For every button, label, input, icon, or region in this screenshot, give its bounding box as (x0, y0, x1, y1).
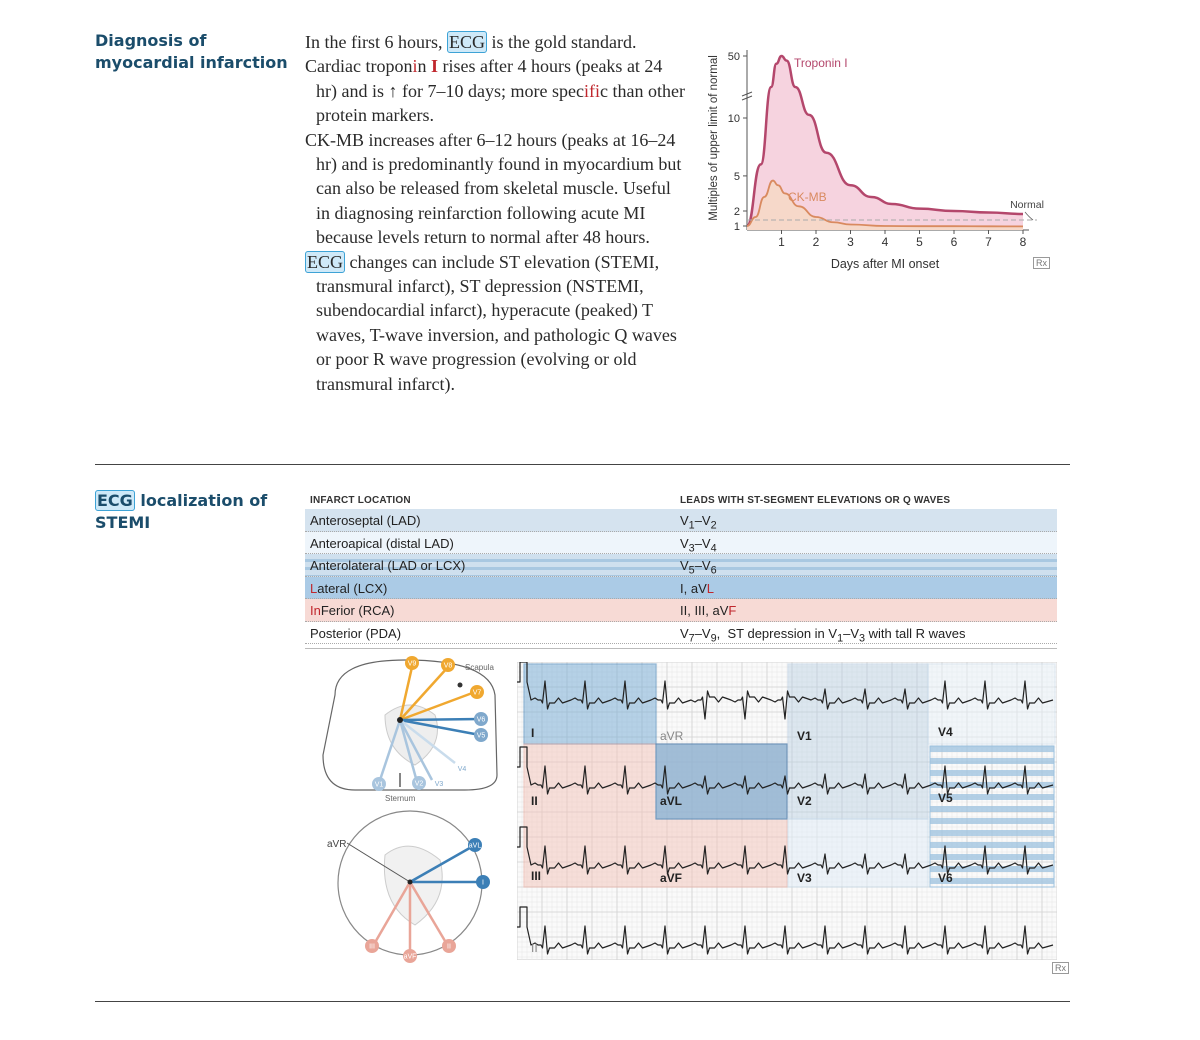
sternum-label: Sternum (385, 794, 416, 803)
series-label: CK-MB (788, 190, 827, 204)
limb-lead-diagram (315, 805, 505, 965)
x-tick-label: 7 (985, 235, 992, 249)
table-row (305, 599, 1057, 622)
series-label: Troponin I (794, 56, 848, 70)
ecg-highlight: ECG (307, 251, 343, 272)
table-header-location: INFARCT LOCATION (310, 495, 411, 506)
x-tick-label: 4 (881, 235, 889, 249)
lead-label: V1 (797, 729, 812, 743)
x-axis-label: Days after MI onset (830, 257, 940, 271)
lead-label-i: I (482, 879, 484, 887)
lead-label: V5 (938, 791, 953, 805)
x-tick-label: 3 (847, 235, 854, 249)
heading-line: myocardial infarction (95, 53, 288, 72)
normal-pointer (1025, 212, 1033, 220)
table-row (305, 554, 1057, 577)
region-stripe (930, 818, 1054, 824)
heading-line: STEMI (95, 513, 151, 532)
paragraph-ecg-changes (305, 250, 685, 396)
location-cell: Anterolateral (LAD or LCX) (310, 558, 466, 573)
ecg-tracing (517, 662, 1057, 960)
lead-label: V3 (797, 871, 812, 885)
lead-label-v3: V3 (434, 781, 444, 788)
x-tick-label: 6 (950, 235, 958, 249)
lead-label: III (531, 869, 542, 883)
leads-cell: II, III, aVF (680, 603, 737, 618)
location-cell: InFerior (RCA) (310, 603, 395, 618)
lead-label-avf: aVF (403, 953, 417, 961)
red-letter: i (594, 80, 600, 101)
location-cell: Anteroapical (distal LAD) (310, 535, 454, 551)
leads-cell: $V_7-V_9$, ST depression in $V_1-V_3$ with tall R waves (680, 625, 966, 645)
text: rises after 4 hours (peaks at 24 hr) and is (316, 56, 663, 101)
biomarker-chart (695, 30, 1065, 275)
rx-badge-icon: Rx (1033, 257, 1050, 269)
rx-badge-icon: Rx (1052, 962, 1069, 974)
lead-label: V4 (938, 725, 953, 739)
text: is the gold standard. (486, 32, 637, 52)
region-stripe (930, 758, 1054, 764)
text: n (417, 56, 431, 77)
y-tick-label: 50 (727, 51, 740, 63)
stemi-table (305, 509, 1057, 644)
table-row (305, 622, 1057, 645)
table-row (305, 532, 1057, 555)
lead-label: V2 (797, 794, 812, 808)
leads-cell: $V_3-V_4$ (680, 535, 717, 555)
table-row (305, 577, 1057, 600)
region-stripe (930, 806, 1054, 812)
lead-label: II (531, 941, 538, 955)
y-tick-label: 1 (733, 221, 740, 233)
red-letter: f (588, 80, 595, 101)
leads-cell: $V_1-V_2$ (680, 513, 717, 532)
lead-label: aVF (660, 871, 683, 885)
paragraph-ckmb: CK-MB increases after 6–12 hours (peaks at 16–24 hr) and is predominantly found in myocardium but can also be released from skeletal muscle. Useful in diagnosing reinfarction following acute MI because levels return to normal after 48 hours. (305, 129, 682, 248)
paragraph-troponin (305, 54, 685, 127)
heading-line: Diagnosis of (95, 31, 207, 50)
heart-center (397, 717, 403, 723)
text: In the first 6 hours, (305, 32, 447, 52)
table-row (305, 509, 1057, 532)
lead-label: aVL (660, 794, 683, 808)
lead-label-v1: V1 (374, 781, 384, 789)
location-cell: Lateral (LCX) (310, 580, 388, 596)
lead-label: II (531, 794, 538, 808)
lead-label-v7: V7 (472, 689, 482, 697)
lead-ray (400, 719, 480, 720)
leads-cell: I, aVL (680, 580, 714, 596)
region-stripe (930, 830, 1054, 836)
lead-label-v5: V5 (476, 732, 486, 740)
table-bottom-rule (305, 648, 1057, 649)
heart-center (408, 880, 413, 885)
x-tick-label: 2 (812, 235, 820, 249)
scapula-marker (458, 683, 463, 688)
text: c than other protein markers. (316, 80, 685, 126)
region-stripe (930, 854, 1054, 860)
paragraph-ecg-gold-standard (305, 30, 685, 54)
text: Cardiac tropon (305, 56, 413, 77)
text: changes can include ST elevation (STEMI, transmural infarct), ST depression (NSTEMI, subendocardial infarct), hyperacute (peaked) T waves, T-wave inversion, and pathologic Q waves or poor R wave progression (evolving or old transmural infarct). (316, 251, 677, 394)
y-tick-label: 5 (733, 170, 740, 183)
normal-label: Normal (1010, 199, 1044, 211)
x-tick-label: 8 (1019, 235, 1027, 249)
lead-label-v8: V8 (443, 662, 453, 670)
y-axis-label: Multiples of upper limit of normal (708, 55, 720, 221)
heart-icon (385, 705, 438, 765)
red-letter: i (583, 80, 589, 101)
lead-label: V6 (938, 871, 953, 885)
red-letter: I (430, 56, 438, 77)
region-highlight (524, 664, 656, 744)
y-tick-label: 10 (727, 113, 740, 125)
x-tick-label: 1 (778, 235, 785, 249)
section-heading-stemi (95, 490, 267, 534)
red-letter: i (412, 56, 418, 77)
location-cell: Anteroseptal (LAD) (310, 513, 421, 528)
region-stripe (930, 746, 1054, 752)
lead-label-iii: III (369, 943, 375, 951)
lead-label: aVR (660, 729, 684, 743)
scapula-label: Scapula (465, 663, 494, 672)
region-stripe (930, 770, 1054, 776)
lead-label-v4: V4 (457, 766, 467, 773)
diagnosis-body-text (305, 30, 685, 396)
section-heading-diagnosis (95, 30, 288, 74)
text: localization of (134, 491, 268, 510)
lead-label-ii: II (447, 943, 451, 951)
lead-label-v9: V9 (407, 660, 417, 668)
lead-label-avr: aVR (327, 839, 347, 850)
lead-label-v6: V6 (476, 716, 486, 724)
up-arrow-icon: ↑ (388, 80, 398, 101)
lead-label: I (531, 726, 535, 740)
ecg-highlight: ECG (97, 491, 133, 510)
chest-lead-diagram (315, 655, 505, 805)
y-tick-label: 2 (733, 206, 740, 218)
text: for 7–10 days; more spec (397, 80, 584, 101)
lead-label-avl: aVL (468, 842, 482, 850)
table-header-leads: LEADS WITH ST-SEGMENT ELEVATIONS OR Q WAVES (680, 495, 951, 506)
x-tick-label: 5 (916, 235, 923, 249)
location-cell: Posterior (PDA) (310, 625, 402, 641)
ecg-highlight: ECG (448, 32, 485, 52)
lead-label-v2: V2 (414, 780, 424, 788)
leads-cell: $V_5-V_6$ (680, 558, 717, 577)
section-divider (95, 464, 1070, 465)
region-stripe (930, 842, 1054, 848)
heading-line (95, 490, 267, 512)
section-divider (95, 1001, 1070, 1002)
